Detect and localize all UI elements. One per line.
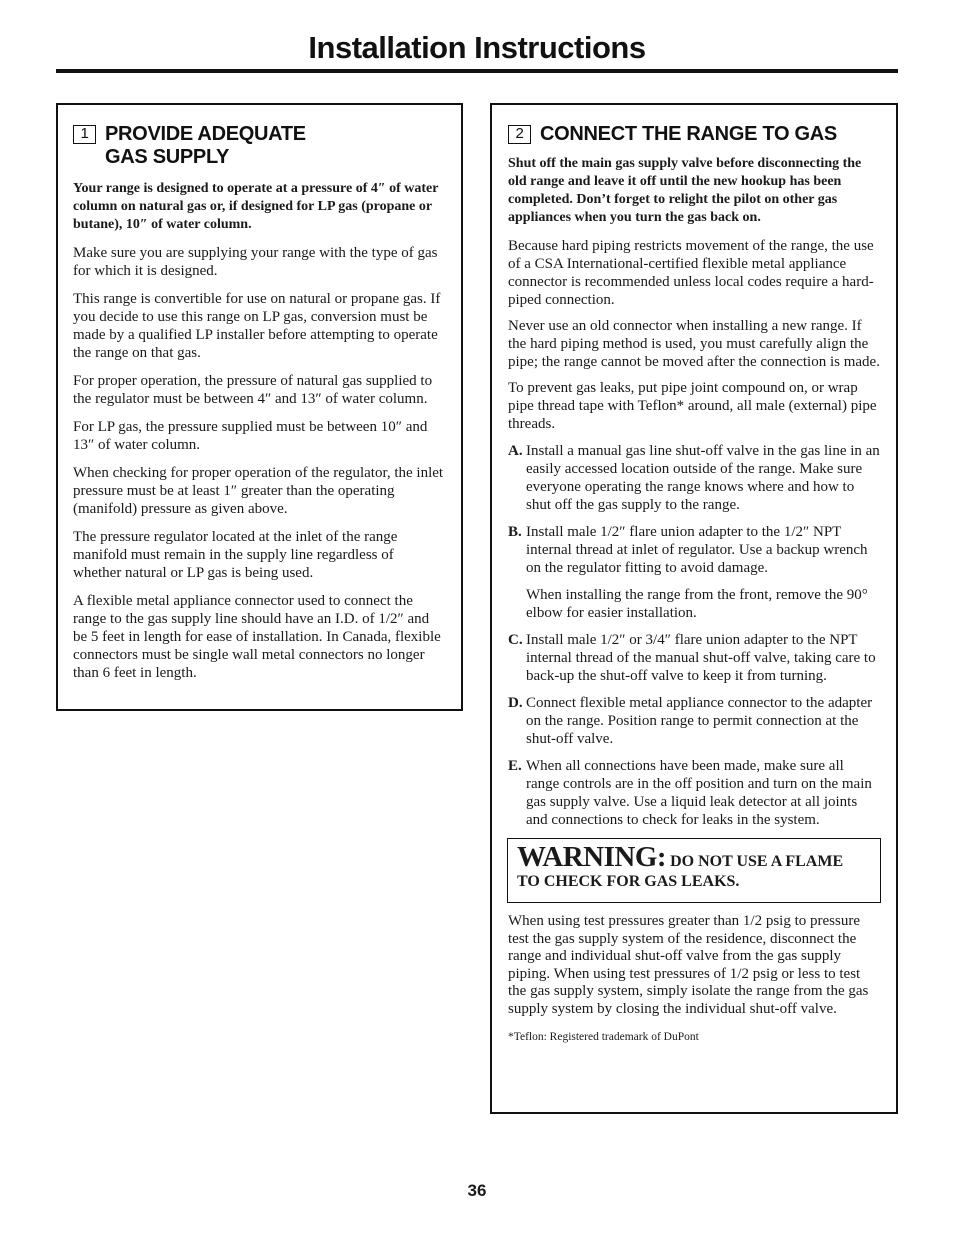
page-number: 36	[467, 1181, 487, 1200]
step-label: C.	[508, 632, 523, 648]
section-connect-range	[490, 103, 898, 1114]
warning-text-line2: TO CHECK FOR GAS LEAKS.	[517, 873, 740, 890]
section-1-heading-line2: GAS SUPPLY	[105, 146, 230, 168]
step-text: Install a manual gas line shut-off valve in the gas line in an easily accessed location outside of the range. Make sure everyone operating the range knows where and how to shut off the gas supply to the range.	[526, 443, 880, 513]
section-2-intro: Shut off the main gas supply valve before disconnecting the old range and leave it off until the new hookup has been completed. Don’t forget to relight the pilot on other gas appliances when you turn the gas back on.	[508, 156, 862, 225]
section-1-paragraph: This range is convertible for use on natural or propane gas. If you decide to use this range on LP gas, conversion must be made by a qualified LP installer before attempting to operate the range on that gas.	[73, 291, 441, 361]
section-1-paragraph: For proper operation, the pressure of natural gas supplied to the regulator must be between 4″ and 13″ of water column.	[73, 373, 433, 407]
step-d	[508, 694, 880, 748]
warning-text-line1: DO NOT USE A FLAME	[670, 853, 844, 870]
teflon-footnote: *Teflon: Registered trademark of DuPont	[508, 1031, 699, 1043]
page-title: Installation Instructions	[308, 30, 646, 65]
section-2-heading	[508, 123, 880, 146]
step-text: Connect flexible metal appliance connector to the adapter on the range. Position range to permit connection at the shut-off valve.	[526, 695, 873, 747]
step-text: Install male 1/2″ flare union adapter to the 1/2″ NPT internal thread at inlet of regulator. Use a backup wrench on the regulator fitting to avoid damage.	[526, 524, 868, 576]
step-text: When all connections have been made, make sure all range controls are in the off position and turn on the main gas supply valve. Use a liquid leak detector at all joints and connections to check for leaks in the system.	[526, 758, 872, 828]
step-label: A.	[508, 443, 523, 459]
step-text: Install male 1/2″ or 3/4″ flare union adapter to the NPT internal thread of the manual shut-off valve, taking care to back-up the shut-off valve to keep it from turning.	[526, 632, 876, 684]
step-number-badge: 1	[73, 125, 96, 144]
section-1-paragraph: A flexible metal appliance connector used to connect the range to the gas supply line should have an I.D. of 1/2″ and be 5 feet in length for ease of installation. In Canada, flexible connectors must be single wall metal connectors no longer than 6 feet in length.	[73, 593, 441, 681]
section-2-paragraph: Because hard piping restricts movement of the range, the use of a CSA International-certified flexible metal appliance connector is recommended unless local codes require a hard-piped connection.	[508, 238, 874, 308]
section-2-paragraph: To prevent gas leaks, put pipe joint compound on, or wrap pipe thread tape with Teflon* around, all male (external) pipe threads.	[508, 380, 877, 432]
section-1-paragraph: Make sure you are supplying your range with the type of gas for which it is designed.	[73, 245, 438, 279]
step-label: B.	[508, 524, 522, 540]
step-label: E.	[508, 758, 522, 774]
warning-box	[507, 838, 881, 903]
section-1-heading	[73, 123, 445, 169]
section-1-heading-line1: PROVIDE ADEQUATE	[105, 123, 306, 145]
step-b-note: When installing the range from the front, remove the 90° elbow for easier installation.	[526, 587, 868, 621]
step-a	[508, 442, 880, 514]
section-1-intro: Your range is designed to operate at a pressure of 4″ of water column on natural gas or, if designed for LP gas (propane or butane), 10″ of water column.	[73, 181, 439, 232]
title-rule	[56, 69, 898, 73]
step-label: D.	[508, 695, 523, 711]
section-1-paragraph: When checking for proper operation of the regulator, the inlet pressure must be at least 1″ greater than the operating (manifold) pressure as given above.	[73, 465, 444, 517]
section-provide-gas-supply	[56, 103, 463, 711]
section-2-paragraph: Never use an old connector when installing a new range. If the hard piping method is used, you must carefully align the pipe; the range cannot be moved after the connection is made.	[508, 318, 880, 370]
warning-label: WARNING:	[517, 841, 667, 873]
step-e	[508, 757, 880, 829]
section-1-paragraph: For LP gas, the pressure supplied must be between 10″ and 13″ of water column.	[73, 419, 428, 453]
section-1-paragraph: The pressure regulator located at the inlet of the range manifold must remain in the supply line regardless of whether natural or LP gas is being used.	[73, 529, 398, 581]
step-number-badge: 2	[508, 125, 531, 144]
test-pressure-paragraph: When using test pressures greater than 1/2 psig to pressure test the gas supply system of the residence, disconnect the range and individual shut-off valve from the gas supply piping. When using test pressures of 1/2 psig or less to test the gas supply system, simply isolate the range from the gas supply system by closing the individual shut-off valve.	[508, 913, 869, 1017]
step-c	[508, 631, 880, 685]
step-b	[508, 523, 880, 577]
section-2-heading-text: CONNECT THE RANGE TO GAS	[540, 123, 837, 145]
